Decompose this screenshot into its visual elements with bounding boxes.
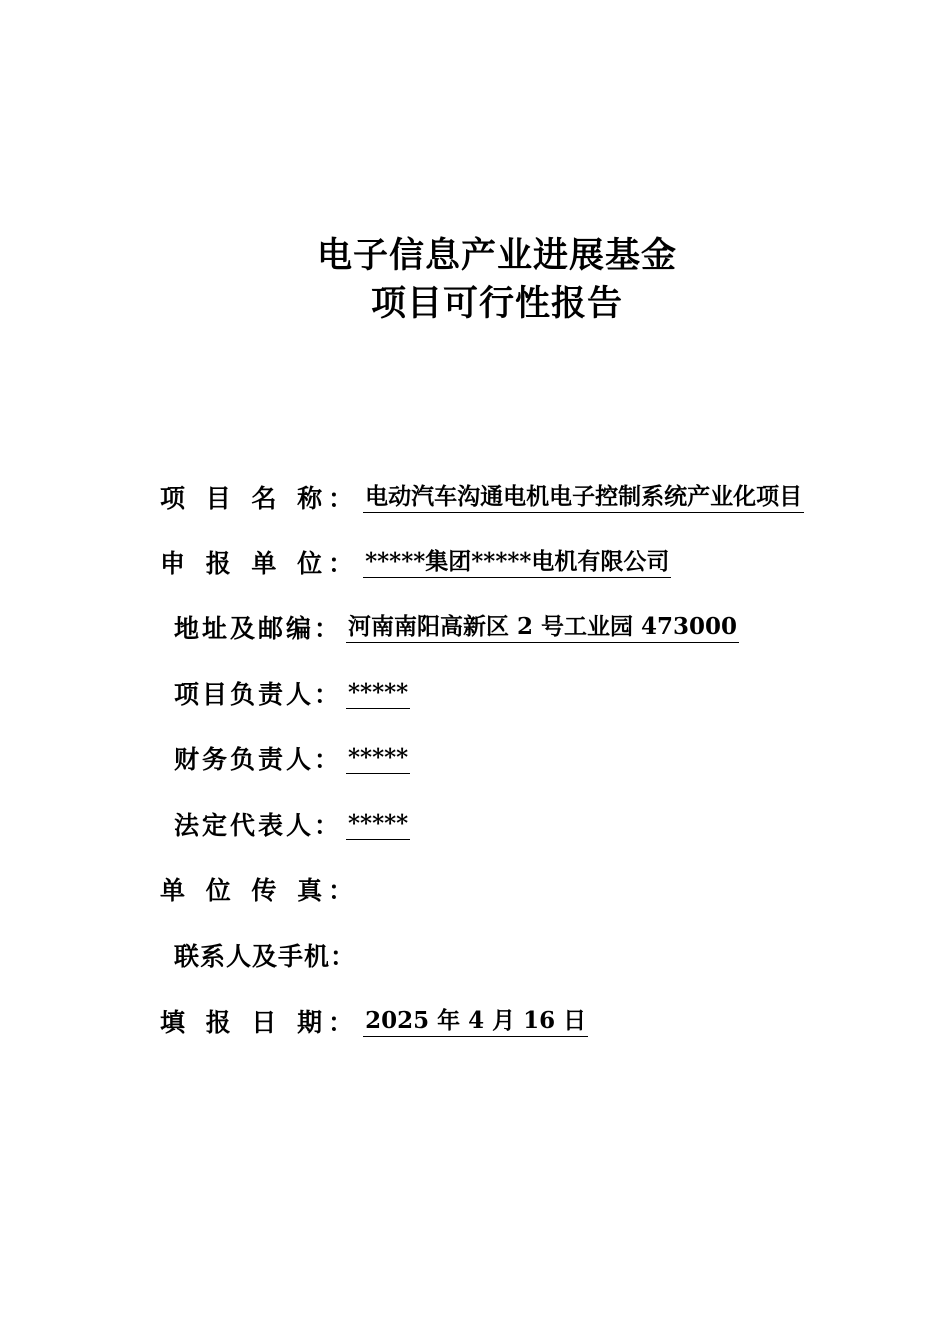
date-value: 2025 年 4 月 16 日 [363,1006,588,1037]
applicant-label: 申 报 单 位： [160,549,360,578]
finance-lead-value: ***** [346,743,410,774]
title-line-2: 项目可行性报告 [370,283,623,324]
project-lead-label: 项目负责人： [174,680,343,709]
project-name-label: 项 目 名 称： [160,484,360,513]
address-value: 河南南阳高新区 2 号工业园 473000 [346,612,739,643]
field-project-name [160,482,804,516]
fax-label: 单 位 传 真： [160,876,360,905]
field-contact [174,940,356,974]
legal-rep-value: ***** [346,809,410,840]
field-legal-rep [174,809,410,843]
field-finance-lead [174,743,410,777]
date-label: 填 报 日 期： [160,1008,360,1037]
project-lead-value: ***** [346,678,410,709]
field-applicant [160,547,671,581]
address-label: 地址及邮编： [174,614,343,643]
contact-label: 联系人及手机： [174,942,357,971]
applicant-value: *****集团*****电机有限公司 [363,547,671,578]
report-title [0,232,950,328]
legal-rep-label: 法定代表人： [174,811,343,840]
field-address [174,612,739,646]
field-date [160,1006,588,1040]
field-project-lead [174,678,410,712]
title-line-1: 电子信息产业进展基金 [316,235,677,276]
field-fax [160,874,359,908]
finance-lead-label: 财务负责人： [174,745,343,774]
project-name-value: 电动汽车沟通电机电子控制系统产业化项目 [363,482,804,513]
